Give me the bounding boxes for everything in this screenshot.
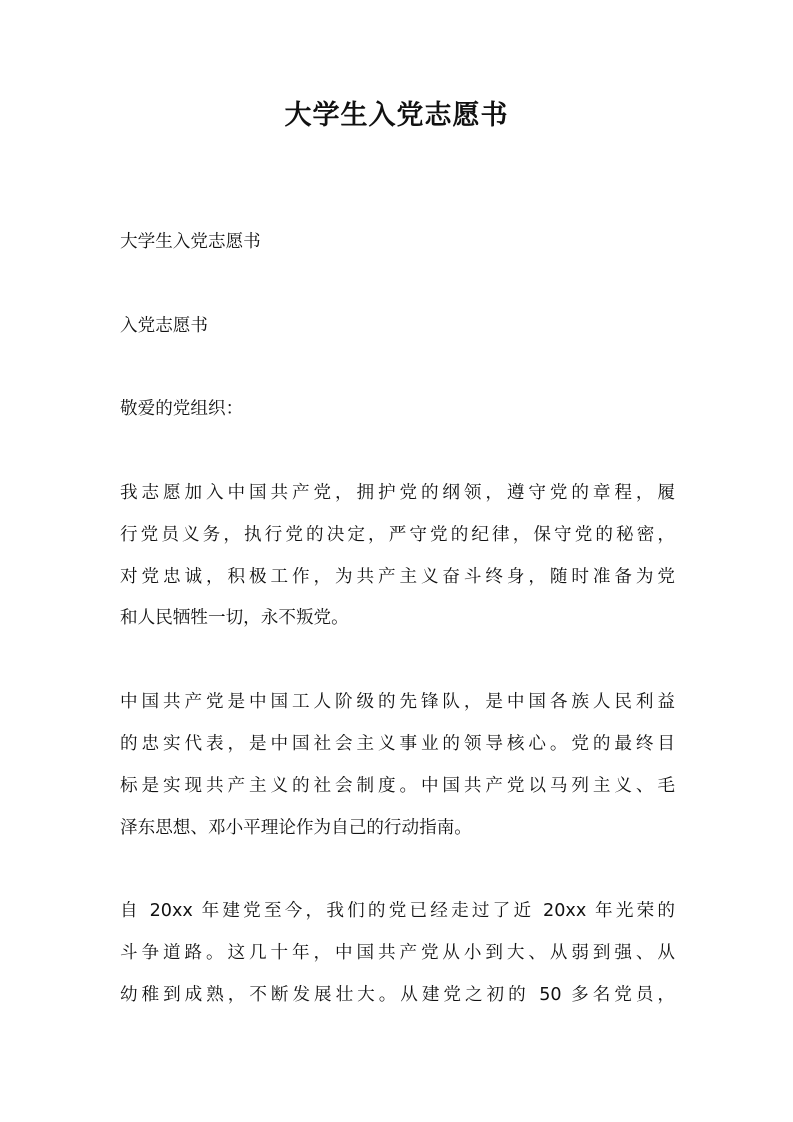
paragraph-3-line-2: 斗争道路。这几十年，中国共产党从小到大、从弱到强、从 — [120, 943, 675, 963]
document-title: 大学生入党志愿书 — [284, 100, 509, 131]
paragraph-1-line-2: 行党员义务，执行党的决定，严守党的纪律，保守党的秘密， — [120, 525, 675, 545]
paragraph-3-line-3: 幼稚到成熟，不断发展壮大。从建党之初的 50 多名党员， — [120, 985, 675, 1005]
paragraph-2-line-4: 泽东思想、邓小平理论作为自己的行动指南。 — [120, 818, 472, 838]
subtitle-line: 大学生入党志愿书 — [120, 232, 261, 252]
paragraph-1-line-4: 和人民牺牲一切，永不叛党。 — [120, 608, 349, 628]
salutation-line: 敬爱的党组织： — [120, 399, 244, 419]
paragraph-1-line-1: 我志愿加入中国共产党，拥护党的纲领，遵守党的章程，履 — [120, 483, 675, 503]
paragraph-2-line-3: 标是实现共产主义的社会制度。中国共产党以马列主义、毛 — [120, 776, 675, 796]
paragraph-3-line-1: 自 20xx 年建党至今，我们的党已经走过了近 20xx 年光荣的 — [120, 901, 675, 921]
heading-line: 入党志愿书 — [120, 316, 208, 336]
paragraph-2-line-1: 中国共产党是中国工人阶级的先锋队，是中国各族人民利益 — [120, 692, 675, 712]
paragraph-2-line-2: 的忠实代表，是中国社会主义事业的领导核心。党的最终目 — [120, 734, 675, 754]
paragraph-1-line-3: 对党忠诚，积极工作，为共产主义奋斗终身，随时准备为党 — [120, 567, 675, 587]
